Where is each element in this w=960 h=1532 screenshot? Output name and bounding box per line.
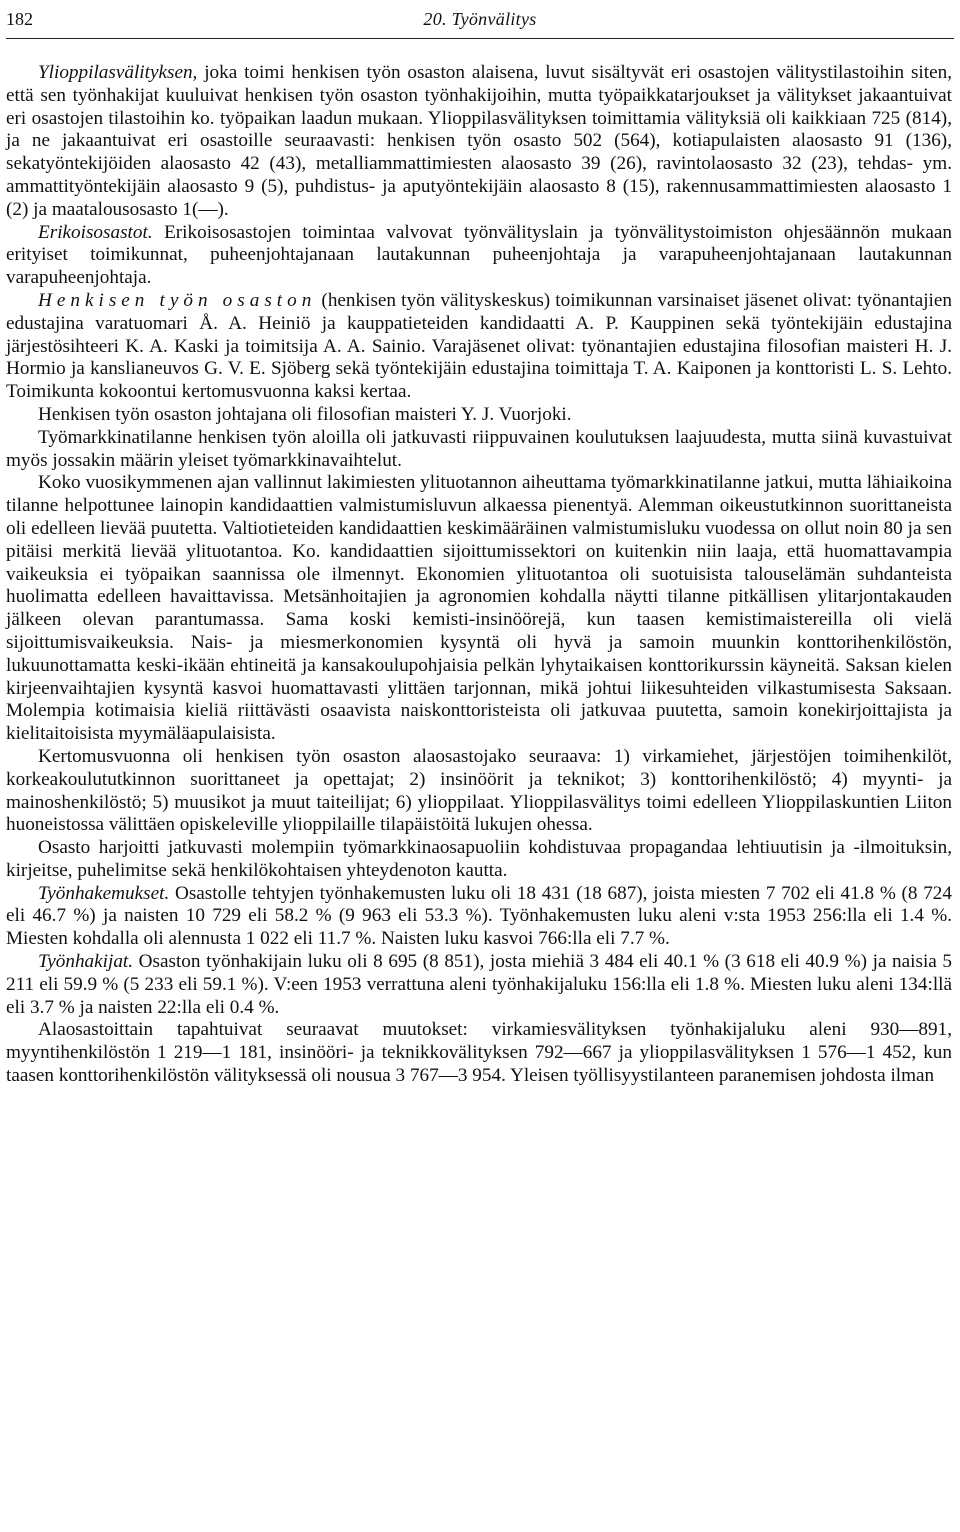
paragraph: [6, 472, 952, 746]
paragraph-lead: Työnhakemukset.: [38, 882, 170, 904]
paragraph-text: Osaston työnhakijain luku oli 8 695 (8 851), josta miehiä 3 484 eli 40.1 % (3 618 eli 40.9 %) ja naisia 5 211 eli 59.9 % (5 233 eli 59.1 %). V:een 1953 verrattuna aleni työnhakijaluku 156:lla eli 1.8 %. Miesten luku aleni 134:llä eli 3.7 % ja naisten 22:lla eli 0.4 %.: [6, 951, 952, 1018]
page-number: 182: [6, 9, 33, 29]
paragraph: [6, 883, 952, 951]
paragraph-text: Henkisen työn osaston johtajana oli filosofian maisteri Y. J. Vuorjoki.: [38, 403, 572, 425]
paragraph-lead: Ylioppilasvälityksen,: [38, 62, 198, 83]
paragraph-lead: Erikoisosastot.: [38, 221, 153, 243]
paragraph: [6, 404, 952, 427]
page-header: [6, 6, 954, 32]
paragraph-lead: Henkisen työn osaston: [38, 289, 317, 311]
paragraph-text: Työmarkkinatilanne henkisen työn aloilla oli jatkuvasti riippuvainen koulutuksen laajuudesta, mutta siinä kuvastuivat myös jossakin määrin yleiset työmarkkinavaihtelut.: [6, 426, 952, 471]
paragraph-text: Koko vuosikymmenen ajan vallinnut lakimiesten ylituotannon aiheuttama työmarkkinatilanne jatkui, mutta lähiaikoina tilanne helpottunee lainopin kandidaattien valmistumisluvun alkaessa pienentyä. Alemman oikeustutkinnon suorittaneista oli edelleen lievää puutetta. Valtiotieteiden kandidaattien keskimääräinen valmistumisluku vuodessa on ollut noin 80 ja sen pitäisi merkitä lievää ylituotantoa. Ko. kandidaattien sijoittumissektori on kuitenkin niin laaja, että huomattavampia vaikeuksia ei työpaikan saannissa ole ilmennyt. Ekonomien ylituotantoa oli suotuisista talouselämän suhdanteista huolimatta edelleen havaittavissa. Metsänhoitajien ja agronomien kohdalla näytti tilanne pitkällisen ylitarjontakauden jälkeen olevan parantumassa. Sama koski kemisti-insinöörejä, kun taasen kemistimaistereilla oli vielä sijoittumisvaikeuksia. Nais- ja miesmerkonomien kysyntä oli hyvä ja samoin muunkin konttorihenkilöstön, lukuunottamatta keski-ikään ehtineitä ja kansakoulupohjaisia pelkän lyhytaikaisen konttorikurssin käyneitä. Saksan kielen kirjeenvaihtajien kysyntä kasvoi huomattavasti ylittäen tarjonnan, mikä johtui liikesuhteiden vilkastumisesta Saksaan. Molempia kotimaisia kieliä riittävästi osaavista naiskonttoristeista oli jatkuvaa puutetta, samoin konekirjoittajista ja kielitaitoisista myymäläapulaisista.: [6, 472, 952, 745]
body-text: [6, 62, 952, 1088]
paragraph: [6, 427, 952, 473]
paragraph: [6, 222, 952, 290]
paragraph-text: Osastolle tehtyjen työnhakemusten luku oli 18 431 (18 687), joista miesten 7 702 eli 41.8 % (8 724 eli 46.7 %) ja naisten 10 729 eli 58.2 % (9 963 eli 53.3 %). Työnhakemusten luku aleni v:sta 1953 256:lla eli 1.4 %. Miesten kohdalla oli alennusta 1 022 eli 11.7 %. Naisten luku kasvoi 766:lla eli 7.7 %.: [6, 882, 952, 950]
paragraph: [6, 951, 952, 1019]
paragraph-text: Kertomusvuonna oli henkisen työn osaston alaosastojako seuraava: 1) virkamiehet, järjestöjen toimihenkilöt, korkeakoulututkinnon suorittaneet ja opettajat; 2) insinöörit ja teknikot; 3) konttorihenkilöstö; 4) myynti- ja mainoshenkilöstö; 5) muusikot ja muut taiteilijat; 6) ylioppilaat. Ylioppilasvälitys toimi edelleen Ylioppilaskuntien Liiton huoneistossa välittäen opiskeleville ylioppilaille tilapäistöitä lukujen ohessa.: [6, 745, 952, 836]
paragraph-text: Alaosastoittain tapahtuivat seuraavat muutokset: virkamiesvälityksen työnhakijaluku aleni 930—891, myyntihenkilöstön 1 219—1 181, insinööri- ja teknikkovälityksen 792—667 ja ylioppilasvälityksen 1 576—1 452, kun taasen konttorihenkilöstön välityksessä oli nousua 3 767—3 954. Yleisen työllisyystilanteen paranemisen johdosta ilman: [6, 1019, 952, 1087]
paragraph-lead: Työnhakijat.: [38, 951, 134, 973]
paragraph: [6, 837, 952, 883]
paragraph-text: (henkisen työn välityskeskus) toimikunnan varsinaiset jäsenet olivat: työnantajien edustajina varatuomari Å. A. Heiniö ja kauppatieteiden kandidaatti A. P. Kauppinen sekä työntekijäin edustajina järjestösihteeri K. A. Kaski ja toimitsija A. A. Sainio. Varajäsenet olivat: työnantajien edustajina filosofian maisteri H. J. Hormio ja kanslianeuvos G. V. E. Sjöberg sekä työntekijäin edustajina toimittaja T. A. Kaiponen ja konttoristi L. S. Lehto. Toimikunta kokoontui kertomusvuonna kaksi kertaa.: [6, 289, 952, 403]
paragraph: [6, 62, 952, 222]
header-rule: [6, 38, 954, 39]
paragraph: [6, 290, 952, 404]
paragraph-text: Erikoisosastojen toimintaa valvovat työnvälityslain ja työnvälitystoimiston ohjesäännön mukaan erityiset toimikunnat, puheenjohtajanaan lautakunnan puheenjohtaja ja varapuheenjohtajanaan lautakunnan varapuheenjohtaja.: [6, 221, 952, 289]
paragraph-text: Osasto harjoitti jatkuvasti molempiin työmarkkinaosapuoliin kohdistuvaa propagandaa lehtiuutisin ja -ilmoituksin, kirjeitse, puhelimitse sekä henkilökohtaisen yhteydenoton kautta.: [6, 837, 952, 881]
running-head: 20. Työnvälitys: [423, 9, 537, 29]
paragraph: [6, 746, 952, 837]
paragraph: [6, 1019, 952, 1087]
paragraph-text: joka toimi henkisen työn osaston alaisena, luvut sisältyvät eri osastojen välitystilastoihin siten, että sen työnhakijat kuuluivat henkisen työn osaston työnhakijoihin, mutta työpaikkatarjoukset ja välitykset jakaantuivat eri osastojen tilastoihin ko. työpaikan laadun mukaan. Ylioppilasvälityksen toimittamia välityksiä oli kaikkiaan 725 (814), ja ne jakaantuivat eri osastoille seuraavasti: henkisen työn osasto 502 (564), kotiapulaisten alaosasto 91 (136), sekatyöntekijöiden alaosasto 42 (43), metalliammattimiesten alaosasto 39 (26), ravintolaosasto 32 (23), tehdas- ym. ammattityöntekijäin alaosasto 9 (5), puhdistus- ja aputyöntekijäin alaosasto 8 (15), rakennusammattimiesten alaosasto 1 (2) ja maatalousosasto 1(—).: [6, 62, 952, 220]
